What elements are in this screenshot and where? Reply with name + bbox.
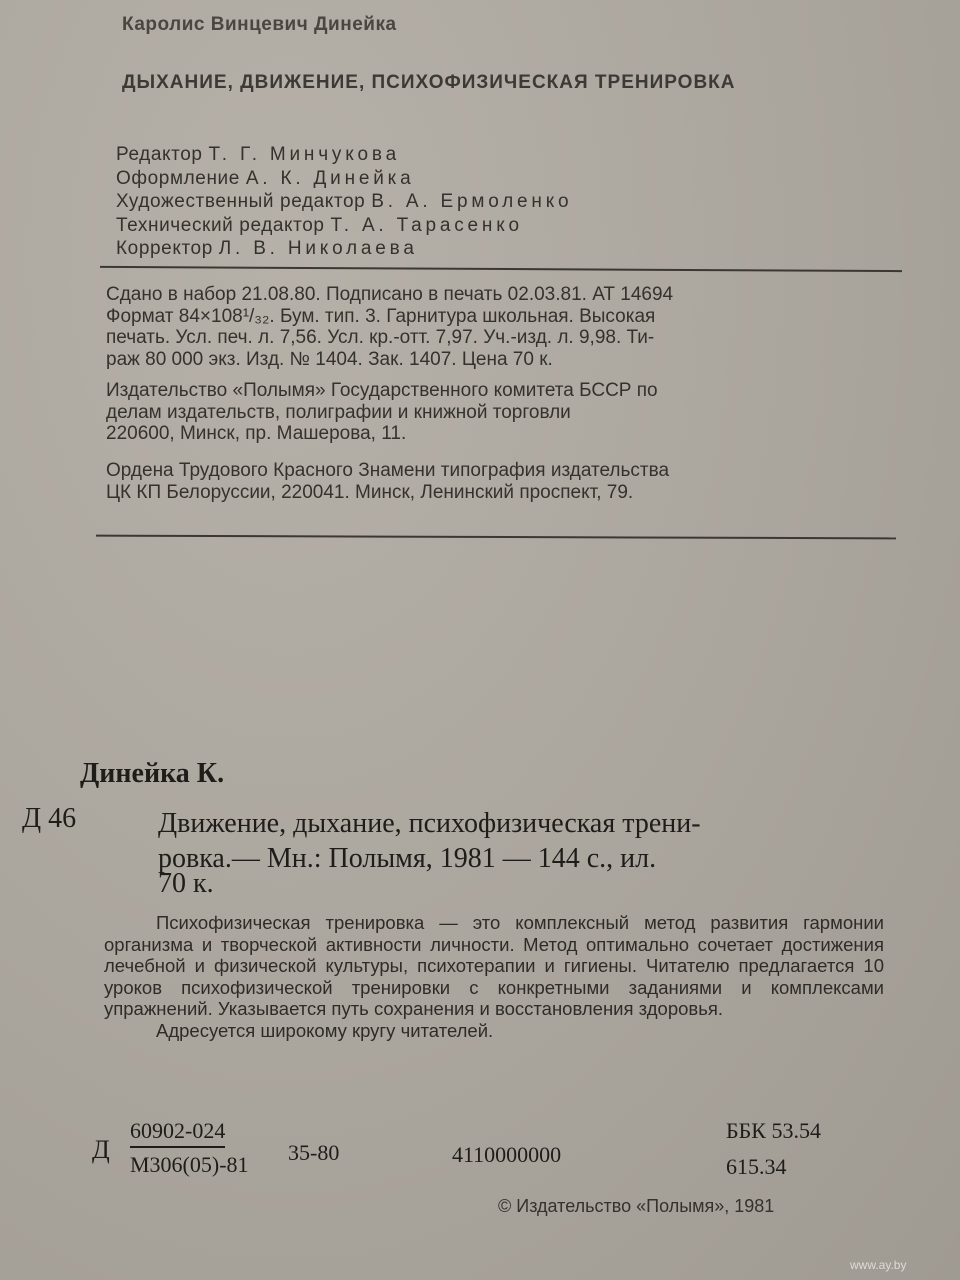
staff-name: В. А. Ермоленко (371, 191, 573, 212)
printer-block (106, 460, 669, 503)
bbk-second-code: 615.34 (726, 1154, 787, 1179)
publisher-line: делам издательств, полиграфии и книжной торговли (106, 401, 571, 423)
imprint-line: раж 80 000 экз. Изд. № 1404. Зак. 1407. Цена 70 к. (106, 348, 553, 370)
staff-name: А. К. Динейка (245, 167, 415, 189)
imprint-line: Формат 84×108¹/₃₂. Бум. тип. 3. Гарнитура школьная. Высокая (106, 305, 656, 327)
author-full-name: Каролис Винцевич Динейка (122, 14, 397, 35)
staff-role: Технический редактор (116, 214, 325, 236)
staff-role: Оформление (116, 167, 240, 189)
imprint-block (106, 284, 673, 370)
catalog-price: 70 к. (158, 868, 214, 899)
annotation-audience: Адресуется широкому кругу читателей. (156, 1019, 494, 1041)
catalog-title-line: Движение, дыхание, психофизическая трени- (158, 808, 701, 839)
publisher-line: Издательство «Полымя» Государственного комитета БССР по (106, 380, 658, 401)
staff-line (116, 237, 572, 261)
printer-line: Ордена Трудового Красного Знамени типография издательства (106, 460, 670, 481)
staff-line (116, 190, 572, 214)
publisher-line: 220600, Минск, пр. Машерова, 11. (106, 423, 407, 444)
staff-role: Корректор (116, 238, 213, 259)
divider-top (100, 266, 902, 272)
catalog-code: Д 46 (22, 803, 77, 834)
staff-name: Л. В. Николаева (218, 238, 418, 259)
staff-name: Т. Г. Минчукова (208, 144, 400, 165)
divider-bottom (96, 535, 896, 540)
staff-name: Т. А. Тарасенко (330, 214, 523, 236)
catalog-title-line: ровка.— Мн.: Полымя, 1981 — 144 с., ил. (158, 843, 657, 874)
staff-role: Художественный редактор (116, 191, 366, 212)
biblio-d-letter: Д (92, 1135, 110, 1164)
copyright-line: © Издательство «Полымя», 1981 (498, 1196, 775, 1216)
fraction-suffix: 35-80 (288, 1140, 340, 1165)
staff-role: Редактор (116, 144, 203, 165)
publisher-block (106, 380, 658, 445)
imprint-line: печать. Усл. печ. л. 7,56. Усл. кр.-отт. 7,97. Уч.-изд. л. 9,98. Ти- (106, 327, 655, 348)
fraction-numerator: 60902-024 (130, 1118, 225, 1148)
site-watermark: www.ay.by (850, 1258, 907, 1272)
staff-line (116, 167, 572, 191)
annotation-text: Психофизическая тренировка — это комплексный метод развития гармонии организма и творческой активности личности. Метод оптимально сочетает достижения лечебной и физической культуры, психотерапии и гигиены. Читателю предлагается 10 уроков психофизической тренировки с конкретными заданиями и комплексами упражнений. Указывается путь сохранения и восстановления здоровья. (104, 912, 884, 1019)
imprint-line: Сдано в набор 21.08.80. Подписано в печать 02.03.81. АТ 14694 (106, 284, 674, 305)
fraction-denominator: М306(05)-81 (130, 1152, 249, 1177)
catalog-title (158, 806, 701, 876)
staff-line (116, 143, 572, 167)
staff-line (116, 214, 572, 238)
annotation (104, 912, 884, 1041)
printer-line: ЦК КП Белоруссии, 220041. Минск, Ленинский проспект, 79. (106, 481, 634, 503)
bbk-code: ББК 53.54 (726, 1118, 821, 1143)
classification-code: 4110000000 (452, 1142, 562, 1167)
editorial-staff (116, 143, 572, 261)
book-title-caps: ДЫХАНИЕ, ДВИЖЕНИЕ, ПСИХОФИЗИЧЕСКАЯ ТРЕНИРОВКА (122, 72, 736, 93)
catalog-author: Динейка К. (80, 758, 225, 789)
